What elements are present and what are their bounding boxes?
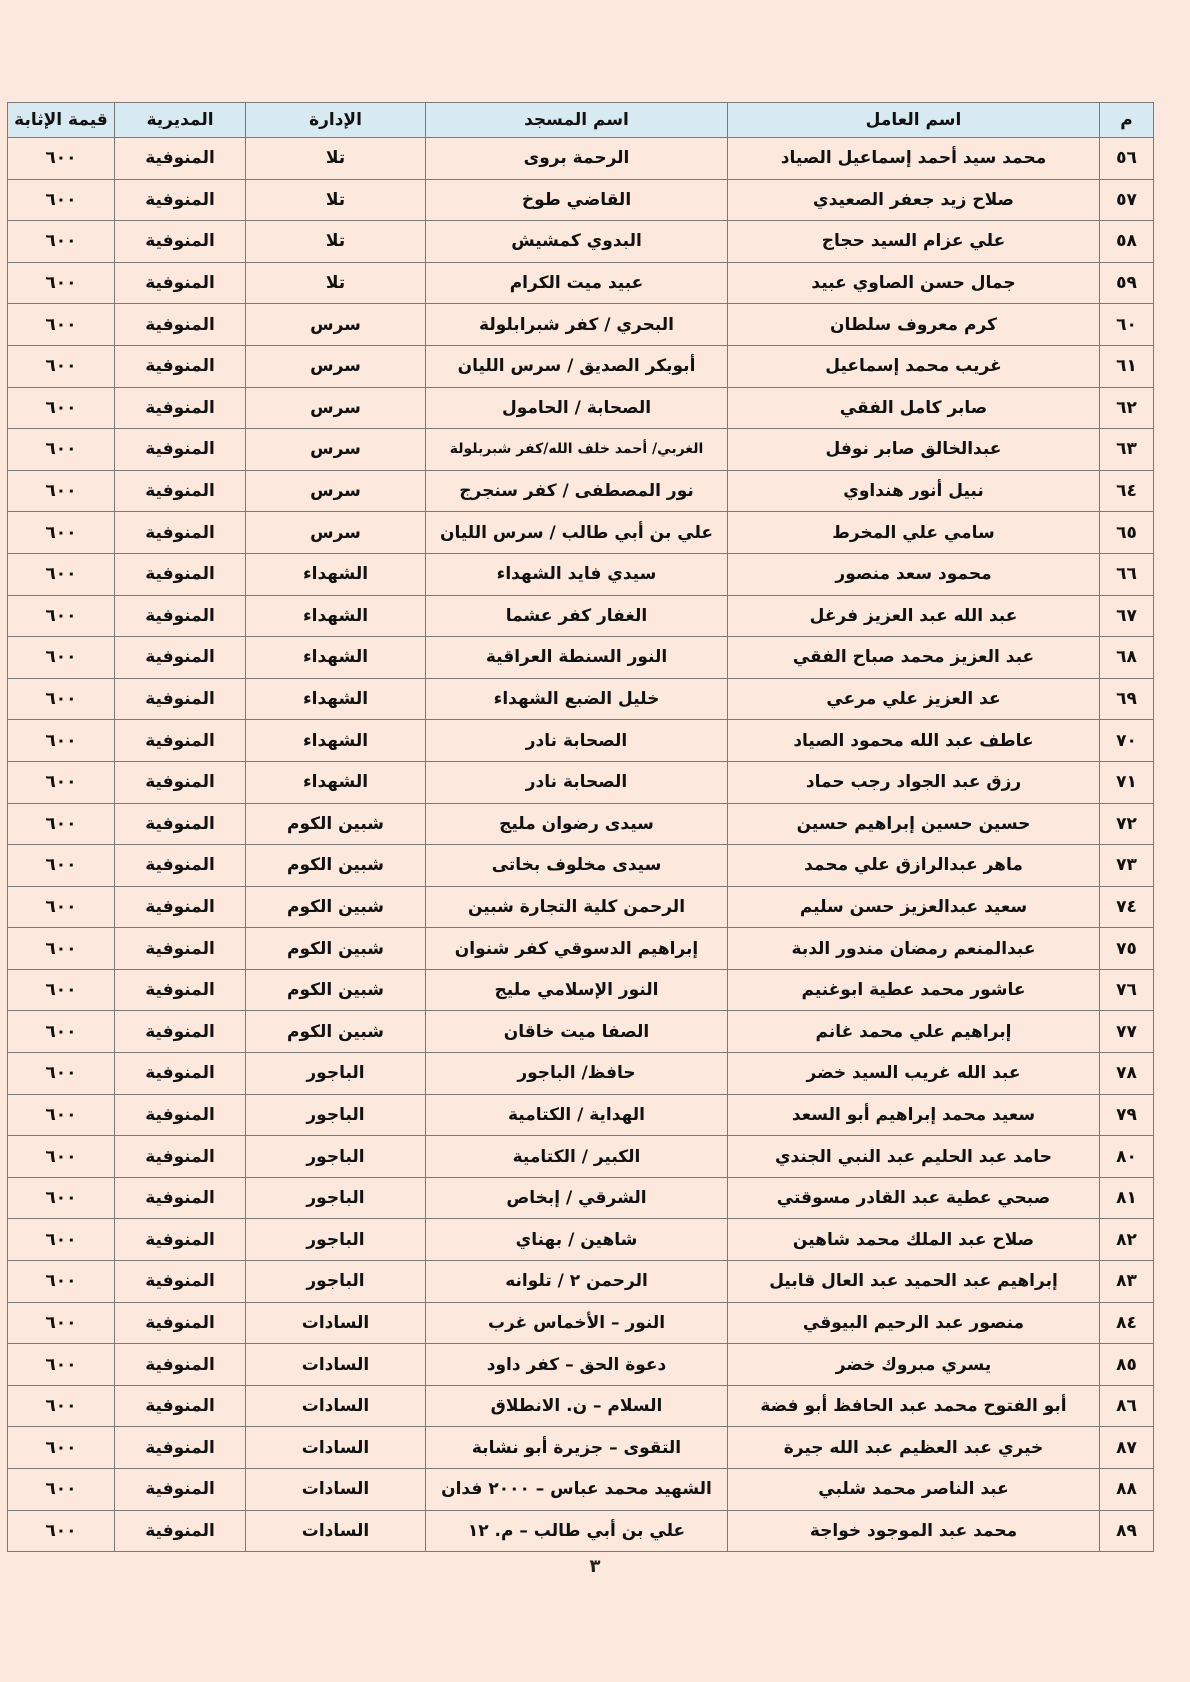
worker-name-cell: سعيد عبدالعزيز حسن سليم	[728, 886, 1100, 928]
directorate-cell: المنوفية	[115, 1427, 246, 1469]
table-row	[8, 345, 1154, 387]
reward-value-cell: ٦٠٠	[8, 1177, 115, 1219]
table-row	[8, 637, 1154, 679]
rewards-table-container	[7, 102, 1153, 1552]
mosque-name-cell: أبوبكر الصديق / سرس الليان	[426, 345, 728, 387]
administration-cell: شبين الكوم	[246, 969, 426, 1011]
table-row	[8, 761, 1154, 803]
directorate-cell: المنوفية	[115, 678, 246, 720]
directorate-cell: المنوفية	[115, 179, 246, 221]
worker-name-cell: علي عزام السيد حجاج	[728, 221, 1100, 263]
mosque-name-cell: البحري / كفر شبرابلولة	[426, 304, 728, 346]
directorate-cell: المنوفية	[115, 761, 246, 803]
table-row	[8, 512, 1154, 554]
administration-cell: السادات	[246, 1385, 426, 1427]
mosque-name-cell: البدوي كمشيش	[426, 221, 728, 263]
worker-name-cell: صابر كامل الفقي	[728, 387, 1100, 429]
reward-value-cell: ٦٠٠	[8, 512, 115, 554]
row-number-cell: ٨٨	[1100, 1469, 1154, 1511]
mosque-name-cell: الشهيد محمد عباس – ٢٠٠٠ فدان	[426, 1469, 728, 1511]
reward-value-cell: ٦٠٠	[8, 845, 115, 887]
worker-name-cell: عبد الناصر محمد شلبي	[728, 1469, 1100, 1511]
worker-name-cell: نبيل أنور هنداوي	[728, 470, 1100, 512]
reward-value-cell: ٦٠٠	[8, 179, 115, 221]
directorate-cell: المنوفية	[115, 138, 246, 180]
directorate-cell: المنوفية	[115, 1344, 246, 1386]
administration-cell: سرس	[246, 304, 426, 346]
row-number-cell: ٥٧	[1100, 179, 1154, 221]
worker-name-cell: حسين حسين إبراهيم حسين	[728, 803, 1100, 845]
mosque-name-cell: الصحابة نادر	[426, 761, 728, 803]
page-number: ٣	[589, 1556, 601, 1577]
header-mosque-name: اسم المسجد	[426, 103, 728, 138]
table-row	[8, 138, 1154, 180]
table-row	[8, 1510, 1154, 1552]
row-number-cell: ٨٠	[1100, 1136, 1154, 1178]
row-number-cell: ٦١	[1100, 345, 1154, 387]
worker-name-cell: محمود سعد منصور	[728, 553, 1100, 595]
worker-name-cell: عبدالخالق صابر نوفل	[728, 429, 1100, 471]
directorate-cell: المنوفية	[115, 928, 246, 970]
row-number-cell: ٧٦	[1100, 969, 1154, 1011]
row-number-cell: ٦٥	[1100, 512, 1154, 554]
table-row	[8, 1261, 1154, 1303]
mosque-name-cell: الرحمن كلية التجارة شبين	[426, 886, 728, 928]
row-number-cell: ٨٩	[1100, 1510, 1154, 1552]
directorate-cell: المنوفية	[115, 886, 246, 928]
administration-cell: السادات	[246, 1302, 426, 1344]
rewards-table	[7, 102, 1154, 1552]
reward-value-cell: ٦٠٠	[8, 1053, 115, 1095]
reward-value-cell: ٦٠٠	[8, 1344, 115, 1386]
row-number-cell: ٨٦	[1100, 1385, 1154, 1427]
reward-value-cell: ٦٠٠	[8, 720, 115, 762]
reward-value-cell: ٦٠٠	[8, 429, 115, 471]
administration-cell: الشهداء	[246, 637, 426, 679]
table-row	[8, 304, 1154, 346]
table-header-row	[8, 103, 1154, 138]
mosque-name-cell: الرحمن ٢ / تلوانه	[426, 1261, 728, 1303]
worker-name-cell: حامد عبد الحليم عبد النبي الجندي	[728, 1136, 1100, 1178]
table-row	[8, 1094, 1154, 1136]
reward-value-cell: ٦٠٠	[8, 1011, 115, 1053]
administration-cell: الباجور	[246, 1094, 426, 1136]
row-number-cell: ٨٢	[1100, 1219, 1154, 1261]
reward-value-cell: ٦٠٠	[8, 387, 115, 429]
directorate-cell: المنوفية	[115, 1469, 246, 1511]
directorate-cell: المنوفية	[115, 345, 246, 387]
worker-name-cell: سامي علي المخرط	[728, 512, 1100, 554]
worker-name-cell: صلاح عبد الملك محمد شاهين	[728, 1219, 1100, 1261]
row-number-cell: ٧٨	[1100, 1053, 1154, 1095]
row-number-cell: ٧٠	[1100, 720, 1154, 762]
directorate-cell: المنوفية	[115, 1011, 246, 1053]
directorate-cell: المنوفية	[115, 720, 246, 762]
table-row	[8, 595, 1154, 637]
worker-name-cell: خيري عبد العظيم عبد الله جيرة	[728, 1427, 1100, 1469]
reward-value-cell: ٦٠٠	[8, 803, 115, 845]
worker-name-cell: أبو الفتوح محمد عبد الحافظ أبو فضة	[728, 1385, 1100, 1427]
administration-cell: تلا	[246, 179, 426, 221]
table-row	[8, 928, 1154, 970]
row-number-cell: ٧٧	[1100, 1011, 1154, 1053]
mosque-name-cell: النور الإسلامي مليج	[426, 969, 728, 1011]
table-row	[8, 678, 1154, 720]
administration-cell: الشهداء	[246, 553, 426, 595]
administration-cell: الباجور	[246, 1261, 426, 1303]
mosque-name-cell: شاهين / بهناي	[426, 1219, 728, 1261]
worker-name-cell: عبد العزيز محمد صباح الفقي	[728, 637, 1100, 679]
directorate-cell: المنوفية	[115, 304, 246, 346]
row-number-cell: ٧٤	[1100, 886, 1154, 928]
worker-name-cell: سعيد محمد إبراهيم أبو السعد	[728, 1094, 1100, 1136]
worker-name-cell: غريب محمد إسماعيل	[728, 345, 1100, 387]
worker-name-cell: عاطف عبد الله محمود الصياد	[728, 720, 1100, 762]
reward-value-cell: ٦٠٠	[8, 637, 115, 679]
table-row	[8, 1011, 1154, 1053]
table-row	[8, 1385, 1154, 1427]
row-number-cell: ٧٢	[1100, 803, 1154, 845]
administration-cell: الباجور	[246, 1053, 426, 1095]
mosque-name-cell: الشرقي / إبخاص	[426, 1177, 728, 1219]
directorate-cell: المنوفية	[115, 1177, 246, 1219]
worker-name-cell: عاشور محمد عطية ابوغنيم	[728, 969, 1100, 1011]
mosque-name-cell: دعوة الحق – كفر داود	[426, 1344, 728, 1386]
worker-name-cell: إبراهيم عبد الحميد عبد العال قابيل	[728, 1261, 1100, 1303]
directorate-cell: المنوفية	[115, 803, 246, 845]
administration-cell: الشهداء	[246, 761, 426, 803]
directorate-cell: المنوفية	[115, 470, 246, 512]
row-number-cell: ٨١	[1100, 1177, 1154, 1219]
row-number-cell: ٥٩	[1100, 262, 1154, 304]
administration-cell: شبين الكوم	[246, 886, 426, 928]
reward-value-cell: ٦٠٠	[8, 1385, 115, 1427]
reward-value-cell: ٦٠٠	[8, 1510, 115, 1552]
reward-value-cell: ٦٠٠	[8, 553, 115, 595]
mosque-name-cell: خليل الضبع الشهداء	[426, 678, 728, 720]
directorate-cell: المنوفية	[115, 595, 246, 637]
table-row	[8, 429, 1154, 471]
table-row	[8, 1177, 1154, 1219]
directorate-cell: المنوفية	[115, 553, 246, 595]
reward-value-cell: ٦٠٠	[8, 969, 115, 1011]
mosque-name-cell: الكبير / الكتامية	[426, 1136, 728, 1178]
row-number-cell: ٧٥	[1100, 928, 1154, 970]
table-row	[8, 387, 1154, 429]
reward-value-cell: ٦٠٠	[8, 1136, 115, 1178]
worker-name-cell: جمال حسن الصاوي عبيد	[728, 262, 1100, 304]
administration-cell: الشهداء	[246, 720, 426, 762]
worker-name-cell: ماهر عبدالرازق علي محمد	[728, 845, 1100, 887]
worker-name-cell: رزق عبد الجواد رجب حماد	[728, 761, 1100, 803]
directorate-cell: المنوفية	[115, 1385, 246, 1427]
worker-name-cell: محمد عبد الموجود خواجة	[728, 1510, 1100, 1552]
reward-value-cell: ٦٠٠	[8, 345, 115, 387]
table-row	[8, 1469, 1154, 1511]
mosque-name-cell: الصفا ميت خاقان	[426, 1011, 728, 1053]
table-row	[8, 1136, 1154, 1178]
mosque-name-cell: نور المصطفى / كفر سنجرج	[426, 470, 728, 512]
mosque-name-cell: إبراهيم الدسوقي كفر شنوان	[426, 928, 728, 970]
directorate-cell: المنوفية	[115, 262, 246, 304]
header-administration: الإدارة	[246, 103, 426, 138]
administration-cell: سرس	[246, 345, 426, 387]
administration-cell: شبين الكوم	[246, 928, 426, 970]
worker-name-cell: عد العزيز علي مرعي	[728, 678, 1100, 720]
administration-cell: شبين الكوم	[246, 845, 426, 887]
worker-name-cell: عبد الله غريب السيد خضر	[728, 1053, 1100, 1095]
table-row	[8, 720, 1154, 762]
table-row	[8, 845, 1154, 887]
table-row	[8, 221, 1154, 263]
table-row	[8, 1302, 1154, 1344]
directorate-cell: المنوفية	[115, 512, 246, 554]
mosque-name-cell: الصحابة نادر	[426, 720, 728, 762]
row-number-cell: ٨٧	[1100, 1427, 1154, 1469]
row-number-cell: ٦٨	[1100, 637, 1154, 679]
table-row	[8, 1427, 1154, 1469]
mosque-name-cell: الغفار كفر عشما	[426, 595, 728, 637]
row-number-cell: ٧٩	[1100, 1094, 1154, 1136]
reward-value-cell: ٦٠٠	[8, 1469, 115, 1511]
row-number-cell: ٨٥	[1100, 1344, 1154, 1386]
directorate-cell: المنوفية	[115, 429, 246, 471]
administration-cell: الشهداء	[246, 595, 426, 637]
mosque-name-cell: القاضي طوخ	[426, 179, 728, 221]
administration-cell: الباجور	[246, 1219, 426, 1261]
table-row	[8, 803, 1154, 845]
worker-name-cell: صبحي عطية عبد القادر مسوقتي	[728, 1177, 1100, 1219]
worker-name-cell: يسري مبروك خضر	[728, 1344, 1100, 1386]
mosque-name-cell: عبيد ميت الكرام	[426, 262, 728, 304]
row-number-cell: ٦٩	[1100, 678, 1154, 720]
administration-cell: شبين الكوم	[246, 1011, 426, 1053]
reward-value-cell: ٦٠٠	[8, 1261, 115, 1303]
mosque-name-cell: حافظ/ الباجور	[426, 1053, 728, 1095]
worker-name-cell: محمد سيد أحمد إسماعيل الصياد	[728, 138, 1100, 180]
row-number-cell: ٦٦	[1100, 553, 1154, 595]
reward-value-cell: ٦٠٠	[8, 221, 115, 263]
reward-value-cell: ٦٠٠	[8, 138, 115, 180]
worker-name-cell: كرم معروف سلطان	[728, 304, 1100, 346]
directorate-cell: المنوفية	[115, 1261, 246, 1303]
mosque-name-cell: علي بن أبي طالب / سرس الليان	[426, 512, 728, 554]
worker-name-cell: صلاح زيد جعفر الصعيدي	[728, 179, 1100, 221]
administration-cell: تلا	[246, 138, 426, 180]
mosque-name-cell: التقوى – جزيرة أبو نشابة	[426, 1427, 728, 1469]
reward-value-cell: ٦٠٠	[8, 1427, 115, 1469]
administration-cell: شبين الكوم	[246, 803, 426, 845]
mosque-name-cell: السلام – ن. الانطلاق	[426, 1385, 728, 1427]
directorate-cell: المنوفية	[115, 1219, 246, 1261]
worker-name-cell: عبد الله عبد العزيز فرغل	[728, 595, 1100, 637]
directorate-cell: المنوفية	[115, 1136, 246, 1178]
reward-value-cell: ٦٠٠	[8, 928, 115, 970]
table-row	[8, 262, 1154, 304]
directorate-cell: المنوفية	[115, 1053, 246, 1095]
row-number-cell: ٦٢	[1100, 387, 1154, 429]
mosque-name-cell: الصحابة / الحامول	[426, 387, 728, 429]
row-number-cell: ٦٣	[1100, 429, 1154, 471]
directorate-cell: المنوفية	[115, 1302, 246, 1344]
reward-value-cell: ٦٠٠	[8, 595, 115, 637]
administration-cell: سرس	[246, 429, 426, 471]
administration-cell: تلا	[246, 262, 426, 304]
row-number-cell: ٥٦	[1100, 138, 1154, 180]
table-row	[8, 553, 1154, 595]
mosque-name-cell: علي بن أبي طالب – م. ١٢	[426, 1510, 728, 1552]
administration-cell: الشهداء	[246, 678, 426, 720]
row-number-cell: ٦٠	[1100, 304, 1154, 346]
directorate-cell: المنوفية	[115, 845, 246, 887]
administration-cell: السادات	[246, 1427, 426, 1469]
header-worker-name: اسم العامل	[728, 103, 1100, 138]
table-row	[8, 1344, 1154, 1386]
directorate-cell: المنوفية	[115, 969, 246, 1011]
reward-value-cell: ٦٠٠	[8, 304, 115, 346]
administration-cell: تلا	[246, 221, 426, 263]
mosque-name-cell: سيدي فايد الشهداء	[426, 553, 728, 595]
row-number-cell: ٥٨	[1100, 221, 1154, 263]
administration-cell: سرس	[246, 512, 426, 554]
worker-name-cell: منصور عبد الرحيم البيوقي	[728, 1302, 1100, 1344]
directorate-cell: المنوفية	[115, 1510, 246, 1552]
directorate-cell: المنوفية	[115, 637, 246, 679]
reward-value-cell: ٦٠٠	[8, 262, 115, 304]
reward-value-cell: ٦٠٠	[8, 761, 115, 803]
table-row	[8, 179, 1154, 221]
mosque-name-cell: سيدى رضوان مليج	[426, 803, 728, 845]
mosque-name-cell: سيدى مخلوف بخاتى	[426, 845, 728, 887]
row-number-cell: ٦٤	[1100, 470, 1154, 512]
header-directorate: المديرية	[115, 103, 246, 138]
row-number-cell: ٧٣	[1100, 845, 1154, 887]
mosque-name-cell: النور السنطة العراقية	[426, 637, 728, 679]
reward-value-cell: ٦٠٠	[8, 1302, 115, 1344]
directorate-cell: المنوفية	[115, 221, 246, 263]
administration-cell: سرس	[246, 387, 426, 429]
header-num: م	[1100, 103, 1154, 138]
worker-name-cell: عبدالمنعم رمضان مندور الدبة	[728, 928, 1100, 970]
reward-value-cell: ٦٠٠	[8, 470, 115, 512]
mosque-name-cell: الرحمة بروى	[426, 138, 728, 180]
mosque-name-cell: النور – الأخماس غرب	[426, 1302, 728, 1344]
table-row	[8, 886, 1154, 928]
directorate-cell: المنوفية	[115, 387, 246, 429]
row-number-cell: ٧١	[1100, 761, 1154, 803]
reward-value-cell: ٦٠٠	[8, 886, 115, 928]
mosque-name-cell: الغربي/ أحمد خلف الله/كفر شبربلولة	[426, 429, 728, 471]
row-number-cell: ٦٧	[1100, 595, 1154, 637]
administration-cell: السادات	[246, 1344, 426, 1386]
table-row	[8, 470, 1154, 512]
reward-value-cell: ٦٠٠	[8, 1094, 115, 1136]
reward-value-cell: ٦٠٠	[8, 1219, 115, 1261]
administration-cell: السادات	[246, 1469, 426, 1511]
reward-value-cell: ٦٠٠	[8, 678, 115, 720]
mosque-name-cell: الهداية / الكتامية	[426, 1094, 728, 1136]
administration-cell: سرس	[246, 470, 426, 512]
worker-name-cell: إبراهيم علي محمد غانم	[728, 1011, 1100, 1053]
administration-cell: الباجور	[246, 1136, 426, 1178]
administration-cell: السادات	[246, 1510, 426, 1552]
table-row	[8, 1219, 1154, 1261]
header-reward-value: قيمة الإثابة	[8, 103, 115, 138]
table-row	[8, 969, 1154, 1011]
directorate-cell: المنوفية	[115, 1094, 246, 1136]
table-row	[8, 1053, 1154, 1095]
row-number-cell: ٨٣	[1100, 1261, 1154, 1303]
administration-cell: الباجور	[246, 1177, 426, 1219]
row-number-cell: ٨٤	[1100, 1302, 1154, 1344]
